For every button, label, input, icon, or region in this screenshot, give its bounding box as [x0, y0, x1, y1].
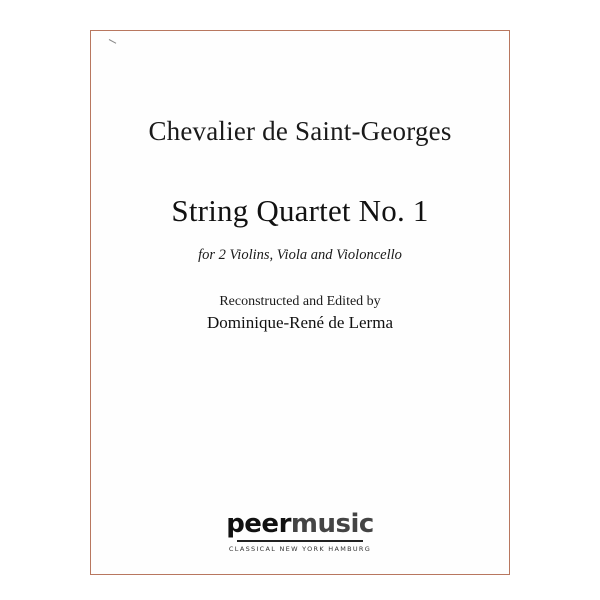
pencil-tick-mark — [109, 39, 119, 47]
work-title: String Quartet No. 1 — [171, 193, 429, 228]
publisher-name-primary: peer — [226, 509, 291, 539]
score-cover-page — [90, 30, 510, 575]
publisher-name — [91, 511, 509, 537]
credit-prefix: Reconstructed and Edited by — [219, 294, 381, 309]
instrumentation-line: for 2 Violins, Viola and Violoncello — [198, 247, 402, 263]
composer-name: Chevalier de Saint-Georges — [148, 116, 452, 146]
publisher-divider — [237, 540, 363, 542]
publisher-subtitle: CLASSICAL NEW YORK HAMBURG — [228, 545, 372, 553]
editor-name: Dominique-René de Lerma — [207, 313, 393, 332]
publisher-name-secondary: music — [290, 509, 374, 539]
publisher-logo — [91, 511, 509, 553]
